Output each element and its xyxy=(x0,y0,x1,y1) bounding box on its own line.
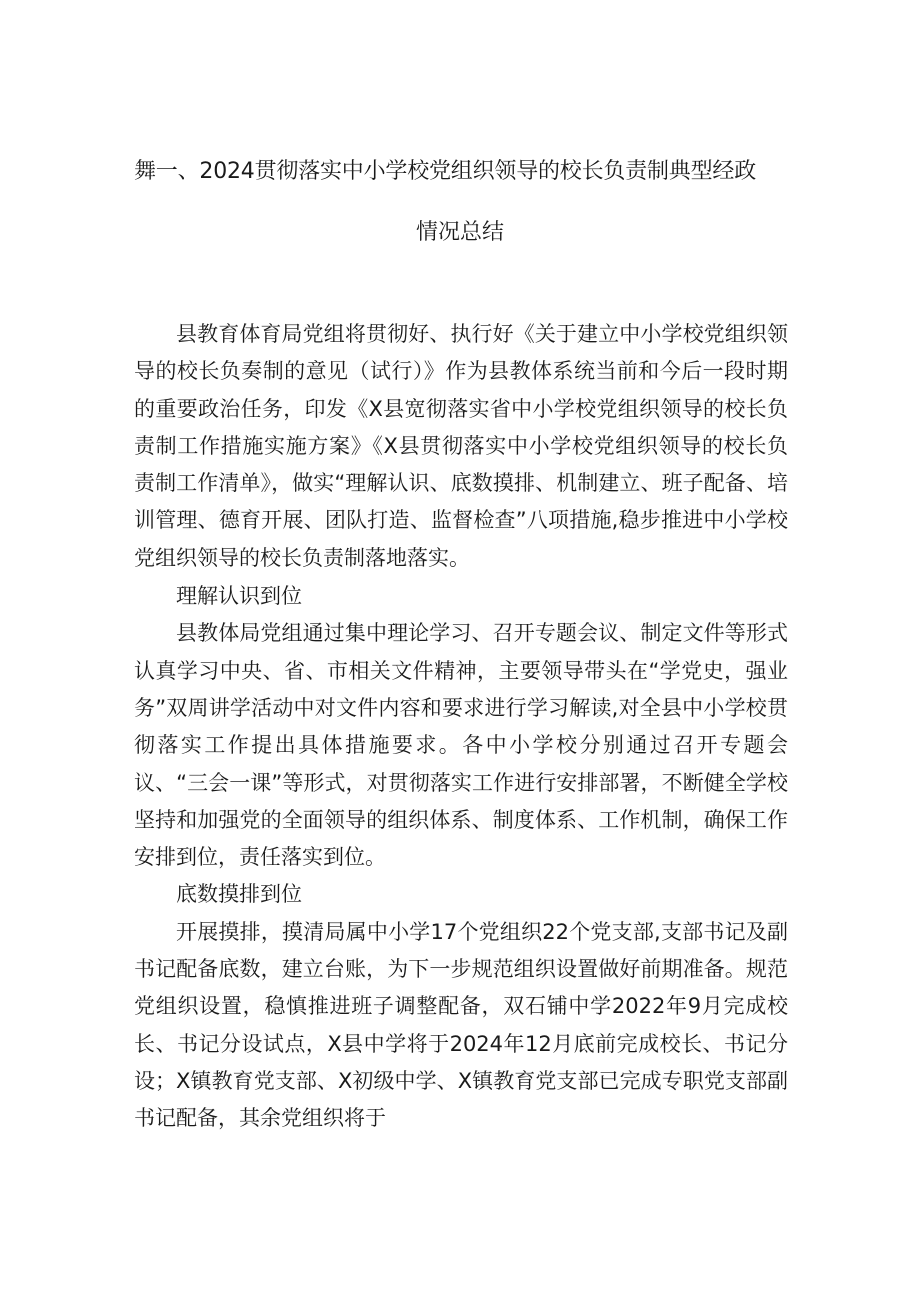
paragraph-survey: 开展摸排，摸清局属中小学17个党组织22个党支部,支部书记及副书记配备底数，建立台账，为下一步规范组织设置做好前期准备。规范党组织设置，稳慎推进班子调整配备，双石铺中学2022年9月完成校长、书记分设试点，X县中学将于2024年12月底前完成校长、书记分设；X镇教育党支部、X初级中学、X镇教育党支部已完成专职党支部副书记配备，其余党组织将于 xyxy=(134,919,788,1131)
document-body xyxy=(134,316,788,1138)
paragraph-intro: 县教育体育局党组将贯彻好、执行好《关于建立中小学校党组织领导的校长负奏制的意见（试行）》作为县教体系统当前和今后一段时期的重要政治任务，印发《X县宽彻落实省中小学校党组织领导的校长负责制工作措施实施方案》《X县贯彻落实中小学校党组织领导的校长负责制工作清单》，做实“理解认识、底数摸排、机制建立、班子配备、培训管理、德育开展、团队打造、监督检查”八项措施,稳步推进中小学校党组织领导的校长负责制落地落实。 xyxy=(134,322,788,570)
document-title-line-2: 情况总结 xyxy=(415,220,504,245)
section-heading-understanding: 理解认识到位 xyxy=(176,584,302,609)
section-heading-survey: 底数摸排到位 xyxy=(176,882,302,907)
paragraph-understanding: 县教体局党组通过集中理论学习、召开专题会议、制定文件等形式认真学习中央、省、市相关文件精神，主要领导带头在“学党史，强业务”双周讲学活动中对文件内容和要求进行学习解读,对全县中小学校贯彻落实工作提出具体措施要求。各中小学校分别通过召开专题会议、“三会一课”等形式，对贯彻落实工作进行安排部署，不断健全学校坚持和加强党的全面领导的组织体系、制度体系、工作机制，确保工作安排到位，责任落实到位。 xyxy=(134,621,788,870)
document-title-line-1: 舞一、2024贯彻落实中小学校党组织领导的校长负责制典型经政 xyxy=(134,159,756,184)
